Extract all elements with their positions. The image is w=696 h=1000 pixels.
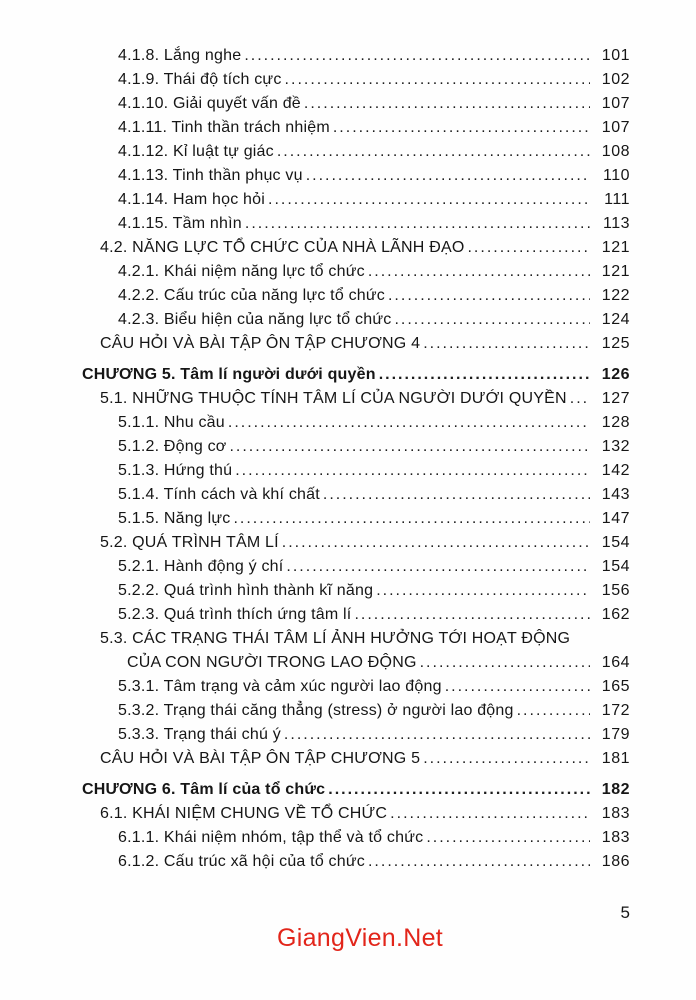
toc-entry [118, 308, 630, 332]
toc-page-number: 127 [601, 390, 630, 407]
toc-page-number: 101 [601, 47, 630, 64]
toc-entry [118, 260, 630, 284]
dot-leader [306, 164, 590, 188]
toc-entry [100, 747, 630, 771]
toc-entry [118, 116, 630, 140]
toc-page-number: 125 [601, 335, 630, 352]
toc-entry [118, 435, 630, 459]
toc-entry [118, 140, 630, 164]
toc-entry-label: 4.1.10. Giải quyết vấn đề [118, 95, 301, 112]
toc-entry-label: CHƯƠNG 5. Tâm lí người dưới quyền [82, 366, 376, 383]
dot-leader [229, 435, 590, 459]
toc-entry-label: 5.1.5. Năng lực [118, 510, 231, 527]
toc-entry [118, 92, 630, 116]
toc-page-number: 179 [601, 726, 630, 743]
toc-entry [118, 68, 630, 92]
toc-entry-label: 5.2.2. Quá trình hình thành kĩ năng [118, 582, 374, 599]
toc-page-number: 165 [601, 678, 630, 695]
toc-entry [118, 579, 630, 603]
dot-leader [304, 92, 590, 116]
toc-page-number: 121 [601, 239, 630, 256]
dot-leader [235, 459, 590, 483]
toc-page-number: 128 [601, 414, 630, 431]
toc-page-number: 122 [601, 287, 630, 304]
dot-leader [285, 68, 590, 92]
toc-entry [118, 507, 630, 531]
toc-page-number: 110 [602, 167, 630, 184]
toc-entry [100, 531, 630, 555]
dot-leader [244, 44, 590, 68]
dot-leader [467, 236, 590, 260]
toc-entry [118, 188, 630, 212]
toc-page-number: 107 [601, 95, 630, 112]
toc-entry-label: 6.1.2. Cấu trúc xã hội của tổ chức [118, 853, 365, 870]
toc-entry-label: 5.1.1. Nhu cầu [118, 414, 225, 431]
toc-page-number: 172 [601, 702, 630, 719]
toc-entry [82, 363, 630, 387]
dot-leader [354, 603, 590, 627]
toc-entry [118, 483, 630, 507]
toc-entry [118, 459, 630, 483]
dot-leader [376, 579, 590, 603]
dot-leader [284, 723, 590, 747]
toc-entry [100, 802, 630, 826]
toc-entry-label: 5.3.2. Trạng thái căng thẳng (stress) ở người lao động [118, 702, 514, 719]
dot-leader [368, 260, 590, 284]
toc-entry-label: 4.1.14. Ham học hỏi [118, 191, 265, 208]
toc-entry [118, 723, 630, 747]
toc-page-number: 143 [601, 486, 630, 503]
toc-page-number: 183 [601, 829, 630, 846]
dot-leader [379, 363, 590, 387]
toc-page-number: 156 [601, 582, 630, 599]
toc-page-number: 182 [601, 781, 630, 798]
toc-page-number: 124 [601, 311, 630, 328]
toc-page-number: 126 [601, 366, 630, 383]
dot-leader [228, 411, 590, 435]
toc-entry-label: 5.2. QUÁ TRÌNH TÂM LÍ [100, 534, 279, 551]
toc-entry-label: CÂU HỎI VÀ BÀI TẬP ÔN TẬP CHƯƠNG 4 [100, 335, 421, 352]
toc-entry [118, 555, 630, 579]
toc-entry-label: 5.1. NHỮNG THUỘC TÍNH TÂM LÍ CỦA NGƯỜI DƯỚI QUYỀN [100, 390, 567, 407]
toc-entry-label: 4.1.8. Lắng nghe [118, 47, 242, 64]
toc-entry-label: CỦA CON NGƯỜI TRONG LAO ĐỘNG [127, 654, 417, 671]
toc-page-number: 121 [601, 263, 630, 280]
toc-entry-label: 5.2.3. Quá trình thích ứng tâm lí [118, 606, 352, 623]
toc-page-number: 147 [601, 510, 630, 527]
toc-entry-label: 4.2.1. Khái niệm năng lực tổ chức [118, 263, 365, 280]
toc-page-number: 154 [601, 534, 630, 551]
toc-entry-label: 5.3. CÁC TRẠNG THÁI TÂM LÍ ẢNH HƯỞNG TỚI HOẠT ĐỘNG [100, 630, 571, 647]
toc-entry-label: 4.1.9. Thái độ tích cực [118, 71, 282, 88]
page-number: 5 [620, 903, 630, 922]
toc-page-number: 113 [602, 215, 630, 232]
dot-leader [282, 531, 590, 555]
toc-entry-label: 5.1.3. Hứng thú [118, 462, 233, 479]
toc-entry [118, 826, 630, 850]
toc-entry-label: 6.1. KHÁI NIỆM CHUNG VỀ TỔ CHỨC [100, 805, 388, 822]
dot-leader [368, 850, 590, 874]
toc-page-number: 164 [601, 654, 630, 671]
toc-entry [118, 699, 630, 723]
toc-page-number: 186 [601, 853, 630, 870]
toc-entry-label: CHƯƠNG 6. Tâm lí của tổ chức [82, 781, 326, 798]
dot-leader [286, 555, 590, 579]
toc-entry-label: 4.2. NĂNG LỰC TỔ CHỨC CỦA NHÀ LÃNH ĐẠO [100, 239, 465, 256]
toc-page-number: 181 [601, 750, 630, 767]
dot-leader [388, 284, 590, 308]
toc-entry-label: 5.1.4. Tính cách và khí chất [118, 486, 320, 503]
toc-entry [118, 603, 630, 627]
dot-leader [570, 387, 590, 411]
toc-page-number: 107 [601, 119, 630, 136]
toc-page-number: 154 [601, 558, 630, 575]
toc-entry [100, 332, 630, 356]
dot-leader [328, 778, 590, 802]
toc-entry-label: 4.1.11. Tinh thần trách nhiệm [118, 119, 330, 136]
dot-leader [445, 675, 590, 699]
toc-page-number: 102 [601, 71, 630, 88]
toc-entry-label: 5.2.1. Hành động ý chí [118, 558, 284, 575]
dot-leader [323, 483, 590, 507]
toc-entry [118, 411, 630, 435]
toc-entry [127, 651, 630, 675]
toc-entry-label: CÂU HỎI VÀ BÀI TẬP ÔN TẬP CHƯƠNG 5 [100, 750, 421, 767]
dot-leader [233, 507, 590, 531]
toc-entry [100, 236, 630, 260]
toc-page-number: 111 [604, 191, 630, 208]
toc-entry [118, 164, 630, 188]
toc-entry-label: 5.3.3. Trạng thái chú ý [118, 726, 281, 743]
toc-list [82, 44, 630, 874]
dot-leader [426, 826, 590, 850]
dot-leader [268, 188, 590, 212]
toc-entry [118, 850, 630, 874]
dot-leader [277, 140, 590, 164]
toc-entry-label: 4.1.13. Tinh thần phục vụ [118, 167, 303, 184]
toc-entry [118, 44, 630, 68]
toc-entry [118, 284, 630, 308]
dot-leader [423, 332, 590, 356]
toc-entry [118, 212, 630, 236]
toc-entry-label: 4.2.3. Biểu hiện của năng lực tổ chức [118, 311, 392, 328]
dot-leader [390, 802, 590, 826]
toc-page-number: 142 [601, 462, 630, 479]
toc-entry-label: 5.1.2. Động cơ [118, 438, 227, 455]
toc-page-number: 132 [601, 438, 630, 455]
toc-entry [82, 778, 630, 802]
toc-entry-label: 5.3.1. Tâm trạng và cảm xúc người lao động [118, 678, 442, 695]
toc-entry [100, 387, 630, 411]
toc-entry [100, 627, 630, 651]
toc-entry-label: 4.2.2. Cấu trúc của năng lực tổ chức [118, 287, 385, 304]
toc-entry-label: 4.1.12. Kỉ luật tự giác [118, 143, 274, 160]
dot-leader [245, 212, 590, 236]
toc-entry-label: 4.1.15. Tầm nhìn [118, 215, 242, 232]
toc-page-number: 108 [601, 143, 630, 160]
toc-entry-label: 6.1.1. Khái niệm nhóm, tập thể và tổ chức [118, 829, 424, 846]
toc-page-number: 162 [601, 606, 630, 623]
dot-leader [333, 116, 590, 140]
dot-leader [423, 747, 590, 771]
toc-page-number: 183 [601, 805, 630, 822]
toc-entry [118, 675, 630, 699]
watermark-text: GiangVien.Net [277, 924, 444, 952]
dot-leader [517, 699, 590, 723]
dot-leader [420, 651, 590, 675]
dot-leader [394, 308, 590, 332]
